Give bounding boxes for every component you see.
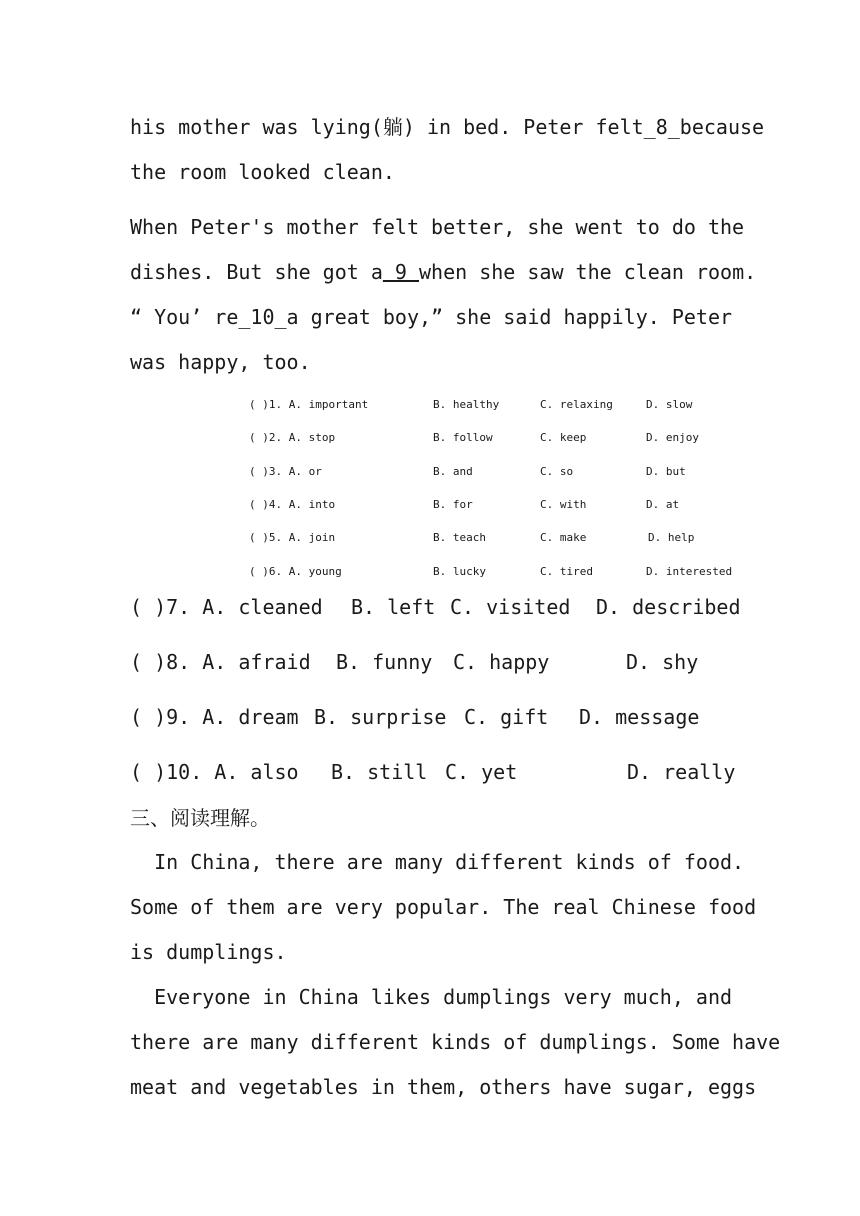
- option-d: D. enjoy: [646, 431, 699, 444]
- reading-line-6: meat and vegetables in them, others have sugar, eggs: [130, 1075, 757, 1099]
- reading-line-1: In China, there are many different kinds of food.: [130, 850, 745, 874]
- option-d: D. message: [579, 705, 700, 729]
- option-c: C. happy: [453, 650, 550, 674]
- option-q: ( )8. A. afraid: [130, 650, 311, 674]
- option-c: C. make: [540, 531, 587, 544]
- option-b: B. left: [351, 595, 436, 619]
- option-b: B. for: [433, 498, 473, 511]
- passage-line-5: “ You’ re_10_a great boy,” she said happily. Peter: [130, 305, 733, 329]
- reading-line-4: Everyone in China likes dumplings very much, and: [130, 985, 733, 1009]
- option-d: D. described: [596, 595, 741, 619]
- passage-line-6: was happy, too.: [130, 350, 311, 374]
- option-b: B. teach: [433, 531, 486, 544]
- option-d: D. interested: [646, 565, 733, 578]
- option-d: D. at: [646, 498, 680, 511]
- option-q: ( )2. A. stop: [249, 431, 336, 444]
- passage-line-2: the room looked clean.: [130, 160, 395, 184]
- option-q: ( )3. A. or: [249, 465, 322, 478]
- option-q: ( )5. A. join: [249, 531, 336, 544]
- reading-line-3: is dumplings.: [130, 940, 287, 964]
- option-q: ( )1. A. important: [249, 398, 369, 411]
- option-c: C. so: [540, 465, 574, 478]
- option-d: D. help: [648, 531, 695, 544]
- blank-9: 9: [382, 260, 419, 284]
- option-b: B. lucky: [433, 565, 486, 578]
- option-c: C. tired: [540, 565, 593, 578]
- option-d: D. but: [646, 465, 686, 478]
- option-b: B. and: [433, 465, 473, 478]
- option-c: C. yet: [445, 760, 518, 784]
- passage-line-4-end: when she saw the clean room.: [419, 260, 757, 284]
- option-q: ( )9. A. dream: [130, 705, 299, 729]
- passage-line-1: his mother was lying(躺) in bed. Peter felt_8_because: [130, 115, 765, 139]
- option-q: ( )6. A. young: [249, 565, 342, 578]
- option-b: B. surprise: [314, 705, 447, 729]
- reading-line-5: there are many different kinds of dumplings. Some have: [130, 1030, 781, 1054]
- passage-line-4: [130, 260, 757, 284]
- passage-line-3: When Peter's mother felt better, she went to do the: [130, 215, 745, 239]
- section-heading: 三、阅读理解。: [130, 806, 270, 830]
- passage-line-4-start: dishes. But she got a: [130, 260, 383, 284]
- option-q: ( )7. A. cleaned: [130, 595, 323, 619]
- option-c: C. relaxing: [540, 398, 613, 411]
- option-b: B. follow: [433, 431, 493, 444]
- option-c: C. keep: [540, 431, 587, 444]
- option-c: C. gift: [464, 705, 549, 729]
- option-c: C. with: [540, 498, 587, 511]
- option-q: ( )4. A. into: [249, 498, 336, 511]
- option-c: C. visited: [450, 595, 571, 619]
- option-b: B. healthy: [433, 398, 500, 411]
- option-d: D. really: [627, 760, 736, 784]
- reading-line-2: Some of them are very popular. The real Chinese food: [130, 895, 757, 919]
- option-q: ( )10. A. also: [130, 760, 299, 784]
- option-d: D. shy: [626, 650, 699, 674]
- option-b: B. funny: [336, 650, 433, 674]
- option-d: D. slow: [646, 398, 693, 411]
- option-b: B. still: [331, 760, 428, 784]
